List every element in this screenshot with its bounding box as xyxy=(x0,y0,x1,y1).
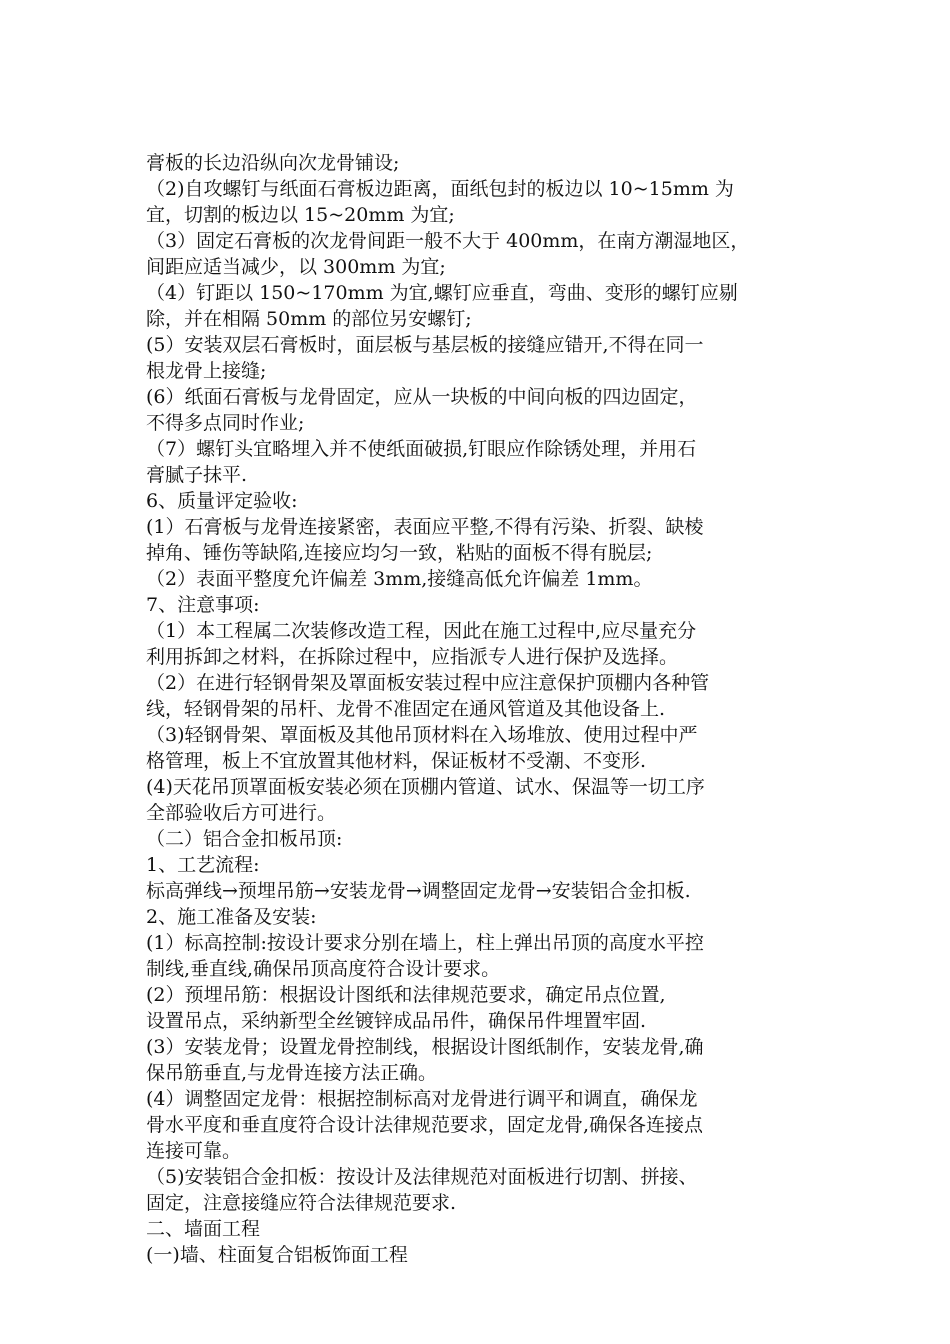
text-line: 格管理，板上不宜放置其他材料，保证板材不受潮、不变形. xyxy=(146,750,647,772)
text-line: 除，并在相隔 50mm 的部位另安螺钉; xyxy=(146,308,472,330)
document-body xyxy=(146,150,846,1268)
text-line: （2)自攻螺钉与纸面石膏板边距离，面纸包封的板边以 10~15mm 为 xyxy=(146,178,734,200)
text-line: （3）固定石膏板的次龙骨间距一般不大于 400mm，在南方潮湿地区， xyxy=(146,230,750,252)
section-heading: (一)墙、柱面复合铝板饰面工程 xyxy=(146,1244,408,1266)
text-line: (2）预埋吊筋：根据设计图纸和法律规范要求，确定吊点位置, xyxy=(146,984,666,1006)
text-line: 不得多点同时作业; xyxy=(146,412,305,434)
text-line: 宜，切割的板边以 15~20mm 为宜; xyxy=(146,204,455,226)
text-line: 制线,垂直线,确保吊顶高度符合设计要求。 xyxy=(146,958,501,980)
text-line: 固定，注意接缝应符合法律规范要求. xyxy=(146,1192,457,1214)
text-line: 膏腻子抹平. xyxy=(146,464,248,486)
text-line: 设置吊点，采纳新型全丝镀锌成品吊件，确保吊件埋置牢固. xyxy=(146,1010,647,1032)
text-line: (5）安装双层石膏板时，面层板与基层板的接缝应错开,不得在同一 xyxy=(146,334,704,356)
text-line: (1）石膏板与龙骨连接紧密，表面应平整,不得有污染、折裂、缺棱 xyxy=(146,516,704,538)
text-line: （2）表面平整度允许偏差 3mm,接缝高低允许偏差 1mm。 xyxy=(146,568,653,590)
text-line: 保吊筋垂直,与龙骨连接方法正确。 xyxy=(146,1062,438,1084)
text-line: 利用拆卸之材料，在拆除过程中，应指派专人进行保护及选择。 xyxy=(146,646,679,668)
text-line: （3)轻钢骨架、罩面板及其他吊顶材料在入场堆放、使用过程中严 xyxy=(146,724,698,746)
section-heading: 1、工艺流程: xyxy=(146,854,260,876)
text-line: （5)安装铝合金扣板：按设计及法律规范对面板进行切割、拼接、 xyxy=(146,1166,698,1188)
text-line: 连接可靠。 xyxy=(146,1140,242,1162)
text-line: 线，轻钢骨架的吊杆、龙骨不准固定在通风管道及其他设备上. xyxy=(146,698,666,720)
text-line: （2）在进行轻钢骨架及罩面板安装过程中应注意保护顶棚内各种管 xyxy=(146,672,710,694)
text-line: (3）安装龙骨；设置龙骨控制线，根据设计图纸制作，安装龙骨,确 xyxy=(146,1036,704,1058)
text-line: （1）本工程属二次装修改造工程，因此在施工过程中,应尽量充分 xyxy=(146,620,697,642)
text-line: （7）螺钉头宜略埋入并不使纸面破损,钉眼应作除锈处理，并用石 xyxy=(146,438,697,460)
text-line: 全部验收后方可进行。 xyxy=(146,802,337,824)
text-line: 骨水平度和垂直度符合设计法律规范要求，固定龙骨,确保各连接点 xyxy=(146,1114,704,1136)
section-heading: 2、施工准备及安装: xyxy=(146,906,317,928)
text-line: 间距应适当减少，以 300mm 为宜; xyxy=(146,256,446,278)
text-line: (1）标高控制:按设计要求分别在墙上，柱上弹出吊顶的高度水平控 xyxy=(146,932,704,954)
section-heading: 6、质量评定验收: xyxy=(146,490,298,512)
text-line: (4)天花吊顶罩面板安装必须在顶棚内管道、试水、保温等一切工序 xyxy=(146,776,705,798)
section-heading: 7、注意事项: xyxy=(146,594,260,616)
text-line: 掉角、锤伤等缺陷,连接应均匀一致，粘贴的面板不得有脱层; xyxy=(146,542,653,564)
text-line: 标高弹线→预埋吊筋→安装龙骨→调整固定龙骨→安装铝合金扣板. xyxy=(146,880,691,902)
section-heading: 二、墙面工程 xyxy=(146,1218,261,1240)
text-line: （4）钉距以 150~170mm 为宜,螺钉应垂直，弯曲、变形的螺钉应剔 xyxy=(146,282,738,304)
text-line: (6）纸面石膏板与龙骨固定，应从一块板的中间向板的四边固定， xyxy=(146,386,698,408)
section-heading: （二）铝合金扣板吊顶: xyxy=(146,828,343,850)
text-line: 膏板的长边沿纵向次龙骨铺设; xyxy=(146,152,400,174)
text-line: 根龙骨上接缝; xyxy=(146,360,267,382)
text-line: (4）调整固定龙骨：根据控制标高对龙骨进行调平和调直，确保龙 xyxy=(146,1088,698,1110)
